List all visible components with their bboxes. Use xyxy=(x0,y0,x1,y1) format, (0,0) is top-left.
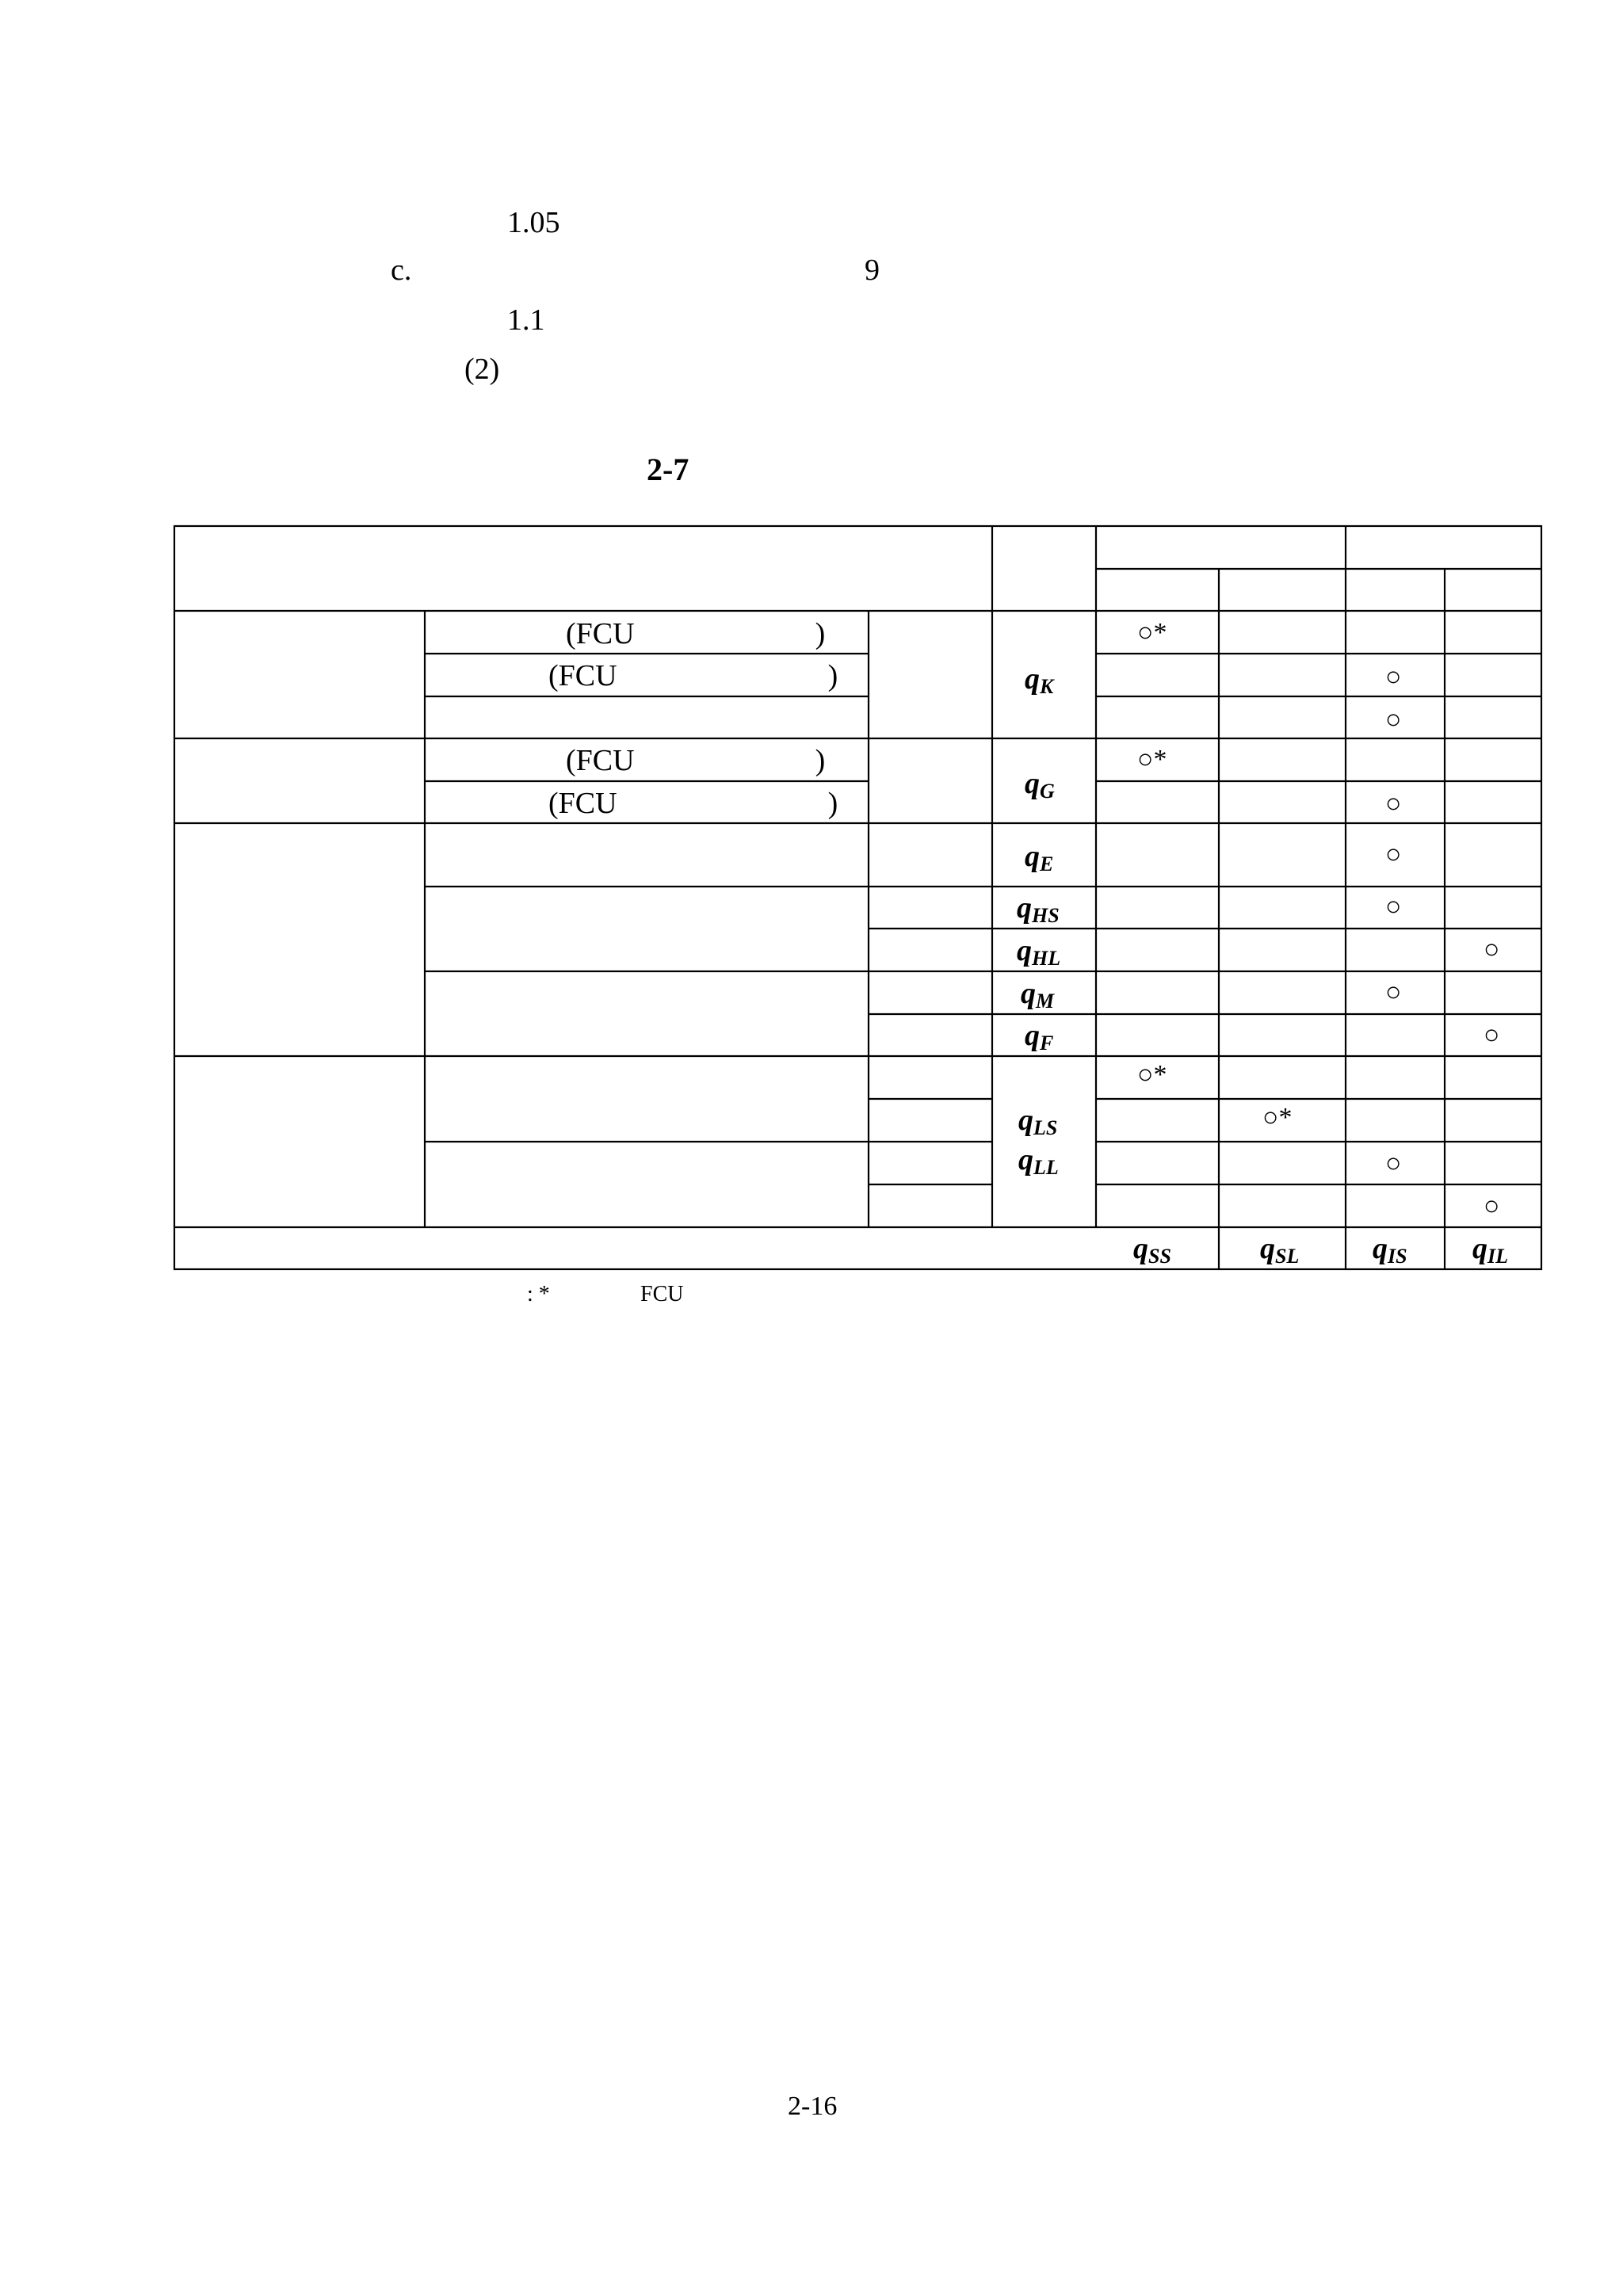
intro-line-1: 1.05 xyxy=(507,206,560,239)
mark-r9-is: ○ xyxy=(1385,978,1402,1007)
symbol-qLL: $q_{LL}$ xyxy=(1018,1143,1059,1179)
table-note-asterisk: : * xyxy=(527,1282,550,1306)
symbol-qHS: $q_{HS}$ xyxy=(1017,891,1060,927)
symbol-qE: $q_E$ xyxy=(1025,840,1054,875)
symbol-qF: $q_F$ xyxy=(1025,1019,1054,1055)
mark-r7-is: ○ xyxy=(1385,892,1402,921)
intro-section-number: (2) xyxy=(464,353,500,386)
mark-r10-il: ○ xyxy=(1484,1020,1500,1050)
total-qIL: $q_{IL}$ xyxy=(1472,1232,1508,1268)
total-qSS: $q_{SS}$ xyxy=(1133,1232,1171,1268)
mark-r13-is: ○ xyxy=(1385,1149,1402,1178)
mark-r3-is: ○ xyxy=(1385,705,1402,734)
page-number: 2-16 xyxy=(788,2092,838,2121)
symbol-qLS: $q_{LS}$ xyxy=(1018,1104,1058,1139)
total-qIS: $q_{IS}$ xyxy=(1373,1232,1407,1268)
mark-r6-is: ○ xyxy=(1385,840,1402,869)
total-qSL: $q_{SL}$ xyxy=(1260,1232,1300,1268)
mark-r8-il: ○ xyxy=(1484,935,1500,964)
intro-line-3: 1.1 xyxy=(507,303,545,337)
mark-r14-il: ○ xyxy=(1484,1192,1500,1221)
row-desc-5: (FCU ) xyxy=(548,787,838,820)
row-desc-1: (FCU ) xyxy=(566,617,826,650)
row-desc-4: (FCU ) xyxy=(566,744,826,777)
mark-r4-ss: ○* xyxy=(1137,745,1167,774)
mark-r2-is: ○ xyxy=(1385,662,1402,692)
symbol-qK: $q_K$ xyxy=(1025,662,1054,698)
intro-number-9: 9 xyxy=(865,254,880,287)
table-frame xyxy=(174,526,1541,1269)
mark-r5-is: ○ xyxy=(1385,789,1402,818)
symbol-qG: $q_G$ xyxy=(1025,767,1055,803)
table-note-fcu: FCU xyxy=(640,1282,684,1306)
mark-r11-ss: ○* xyxy=(1137,1060,1167,1089)
row-desc-2: (FCU ) xyxy=(548,659,838,692)
symbol-qHL: $q_{HL}$ xyxy=(1017,934,1061,970)
intro-item-c: c. xyxy=(391,254,412,287)
mark-r1-ss: ○* xyxy=(1137,618,1167,647)
mark-r12-sl: ○* xyxy=(1262,1103,1293,1132)
symbol-qM: $q_M$ xyxy=(1021,977,1055,1013)
table-title: 2-7 xyxy=(647,452,689,487)
